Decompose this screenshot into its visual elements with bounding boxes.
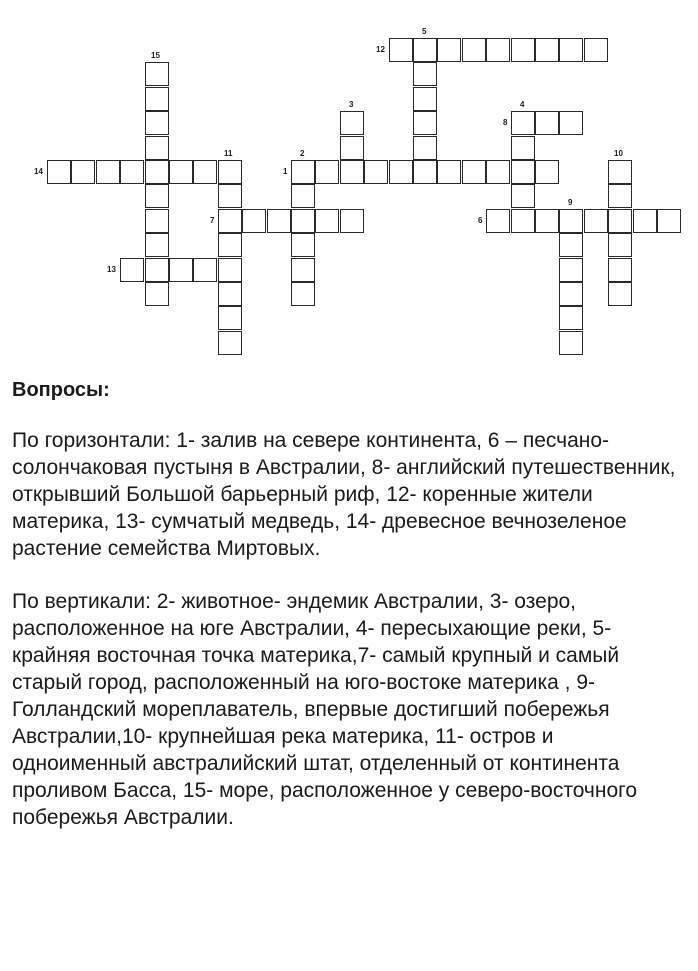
crossword-cell[interactable]	[218, 160, 242, 184]
crossword-cell[interactable]	[608, 282, 632, 306]
crossword-cell[interactable]	[96, 160, 120, 184]
crossword-cell[interactable]	[511, 160, 535, 184]
clue-number-13: 13	[107, 265, 116, 274]
crossword-cell[interactable]	[535, 160, 559, 184]
crossword-cell[interactable]	[559, 209, 583, 233]
crossword-cell[interactable]	[413, 38, 437, 62]
crossword-cell[interactable]	[71, 160, 95, 184]
crossword-cell[interactable]	[413, 62, 437, 86]
crossword-cell[interactable]	[559, 331, 583, 355]
crossword-cell[interactable]	[608, 209, 632, 233]
crossword-cell[interactable]	[462, 38, 486, 62]
crossword-cell[interactable]	[413, 136, 437, 160]
clue-number-5: 5	[422, 27, 427, 36]
crossword-cell[interactable]	[364, 160, 388, 184]
crossword-cell[interactable]	[535, 38, 559, 62]
crossword-cell[interactable]	[193, 160, 217, 184]
crossword-cell[interactable]	[291, 160, 315, 184]
clue-number-1: 1	[283, 167, 288, 176]
crossword-cell[interactable]	[511, 184, 535, 208]
crossword-cell[interactable]	[267, 209, 291, 233]
crossword-cell[interactable]	[145, 160, 169, 184]
crossword-cell[interactable]	[315, 160, 339, 184]
crossword-cell[interactable]	[486, 209, 510, 233]
crossword-cell[interactable]	[145, 111, 169, 135]
crossword-cell[interactable]	[291, 233, 315, 257]
crossword-cell[interactable]	[145, 136, 169, 160]
crossword-cell[interactable]	[535, 209, 559, 233]
crossword-cell[interactable]	[145, 184, 169, 208]
crossword-cell[interactable]	[584, 38, 608, 62]
crossword-cell[interactable]	[218, 258, 242, 282]
crossword-cell[interactable]	[218, 209, 242, 233]
crossword-cell[interactable]	[389, 38, 413, 62]
crossword-cell[interactable]	[291, 282, 315, 306]
crossword-cell[interactable]	[120, 258, 144, 282]
crossword-cell[interactable]	[218, 306, 242, 330]
crossword-cell[interactable]	[145, 62, 169, 86]
clue-number-2: 2	[300, 149, 305, 158]
crossword-cell[interactable]	[559, 111, 583, 135]
clue-number-7: 7	[210, 216, 215, 225]
clue-number-8: 8	[503, 118, 508, 127]
crossword-cell[interactable]	[559, 258, 583, 282]
crossword-cell[interactable]	[413, 87, 437, 111]
clue-number-9: 9	[568, 198, 573, 207]
crossword-cell[interactable]	[486, 38, 510, 62]
crossword-cell[interactable]	[47, 160, 71, 184]
crossword-cell[interactable]	[633, 209, 657, 233]
crossword-cell[interactable]	[437, 160, 461, 184]
crossword-cell[interactable]	[535, 111, 559, 135]
crossword-cell[interactable]	[169, 258, 193, 282]
crossword-cell[interactable]	[657, 209, 681, 233]
questions-section	[12, 376, 688, 857]
crossword-cell[interactable]	[608, 184, 632, 208]
crossword-cell[interactable]	[511, 38, 535, 62]
crossword-cell[interactable]	[218, 233, 242, 257]
down-clues: По вертикали: 2- животное- эндемик Австралии, 3- озеро, расположенное на юге Австралии, 4- пересыхающие реки, 5- крайняя восточная точка материка,7- самый крупный и самый старый город, расположенный на юго-востоке материка , 9- Голландский мореплаватель, впервые достигший побережья Австралии,10- крупнейшая река материка, 11- остров и одноименный австралийский штат, отделенный от континента проливом Басса, 15- море, расположенное у северо-восточного побережья Австралии.	[12, 590, 638, 829]
crossword-cell[interactable]	[608, 233, 632, 257]
crossword-cell[interactable]	[145, 87, 169, 111]
crossword-grid	[0, 0, 698, 365]
across-clues: По горизонтали: 1- залив на севере континента, 6 – песчано-солончаковая пустыня в Австралии, 8- английский путешественник, открывший Большой барьерный риф, 12- коренные жители материка, 13- сумчатый медведь, 14- древесное вечнозеленое растение семейства Миртовых.	[12, 429, 676, 560]
clue-number-12: 12	[376, 45, 385, 54]
crossword-cell[interactable]	[218, 184, 242, 208]
crossword-cell[interactable]	[340, 160, 364, 184]
crossword-cell[interactable]	[169, 160, 193, 184]
crossword-cell[interactable]	[218, 282, 242, 306]
crossword-cell[interactable]	[437, 38, 461, 62]
crossword-cell[interactable]	[291, 209, 315, 233]
crossword-cell[interactable]	[389, 160, 413, 184]
crossword-cell[interactable]	[413, 111, 437, 135]
crossword-cell[interactable]	[559, 233, 583, 257]
crossword-cell[interactable]	[559, 38, 583, 62]
crossword-cell[interactable]	[315, 209, 339, 233]
crossword-cell[interactable]	[584, 209, 608, 233]
clue-number-14: 14	[34, 167, 43, 176]
clue-number-10: 10	[614, 149, 623, 158]
clue-number-4: 4	[520, 100, 525, 109]
crossword-cell[interactable]	[511, 209, 535, 233]
crossword-cell[interactable]	[608, 258, 632, 282]
questions-title: Вопросы:	[12, 379, 110, 401]
crossword-cell[interactable]	[340, 209, 364, 233]
clue-number-6: 6	[478, 216, 483, 225]
crossword-cell[interactable]	[145, 209, 169, 233]
crossword-cell[interactable]	[413, 160, 437, 184]
crossword-cell[interactable]	[145, 233, 169, 257]
crossword-cell[interactable]	[242, 209, 266, 233]
crossword-cell[interactable]	[511, 111, 535, 135]
clue-number-15: 15	[151, 51, 160, 60]
crossword-cell[interactable]	[145, 282, 169, 306]
crossword-cell[interactable]	[559, 306, 583, 330]
crossword-cell[interactable]	[559, 282, 583, 306]
crossword-cell[interactable]	[218, 331, 242, 355]
clue-number-3: 3	[349, 100, 354, 109]
crossword-cell[interactable]	[462, 160, 486, 184]
crossword-cell[interactable]	[120, 160, 144, 184]
crossword-cell[interactable]	[340, 136, 364, 160]
crossword-cell[interactable]	[486, 160, 510, 184]
crossword-cell[interactable]	[145, 258, 169, 282]
crossword-cell[interactable]	[340, 111, 364, 135]
crossword-cell[interactable]	[291, 258, 315, 282]
crossword-cell[interactable]	[608, 160, 632, 184]
crossword-cell[interactable]	[291, 184, 315, 208]
clue-number-11: 11	[224, 149, 233, 158]
crossword-cell[interactable]	[511, 136, 535, 160]
crossword-cell[interactable]	[193, 258, 217, 282]
